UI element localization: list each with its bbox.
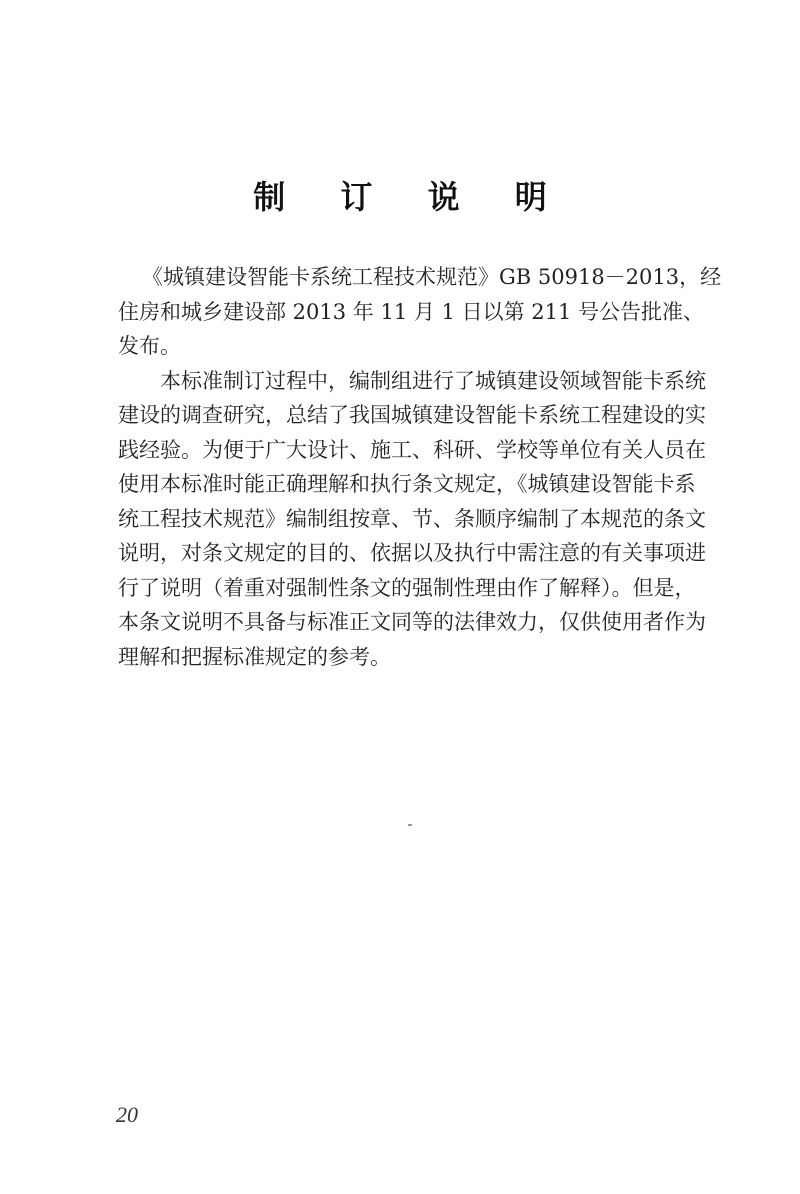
- text-line: 使用本标准时能正确理解和执行条文规定，《城镇建设智能卡系: [118, 472, 696, 496]
- text-line: 本条文说明不具备与标准正文同等的法律效力，仅供使用者作为: [118, 610, 706, 634]
- paragraph-1: [118, 260, 722, 364]
- text-line: 统工程技术规范》编制组按章、节、条顺序编制了本规范的条文: [118, 506, 706, 531]
- text-line: 说明，对条文规定的目的、依据以及执行中需注意的有关事项进: [118, 541, 706, 565]
- text-line: 《城镇建设智能卡系统工程技术规范》GB 50918－2013，经: [142, 265, 722, 289]
- paragraph-2: [118, 364, 706, 675]
- text-line: 发布。: [118, 334, 181, 358]
- text-line: 建设的调查研究，总结了我国城镇建设智能卡系统工程建设的实: [118, 403, 706, 427]
- page-number: 20: [116, 1102, 138, 1127]
- page-title: 制 订 说 明: [253, 178, 569, 216]
- text-line: 行了说明（着重对强制性条文的强制性理由作了解释）。但是，: [118, 575, 696, 600]
- body-text: [118, 260, 722, 674]
- text-line: 践经验。为便于广大设计、施工、科研、学校等单位有关人员在: [118, 437, 706, 462]
- text-line: 理解和把握标准规定的参考。: [118, 644, 391, 669]
- text-line: 住房和城乡建设部 2013 年 11 月 1 日以第 211 号公告批准、: [118, 299, 705, 324]
- scan-artifact: [408, 824, 412, 826]
- text-line: 本标准制订过程中，编制组进行了城镇建设领域智能卡系统: [160, 368, 706, 393]
